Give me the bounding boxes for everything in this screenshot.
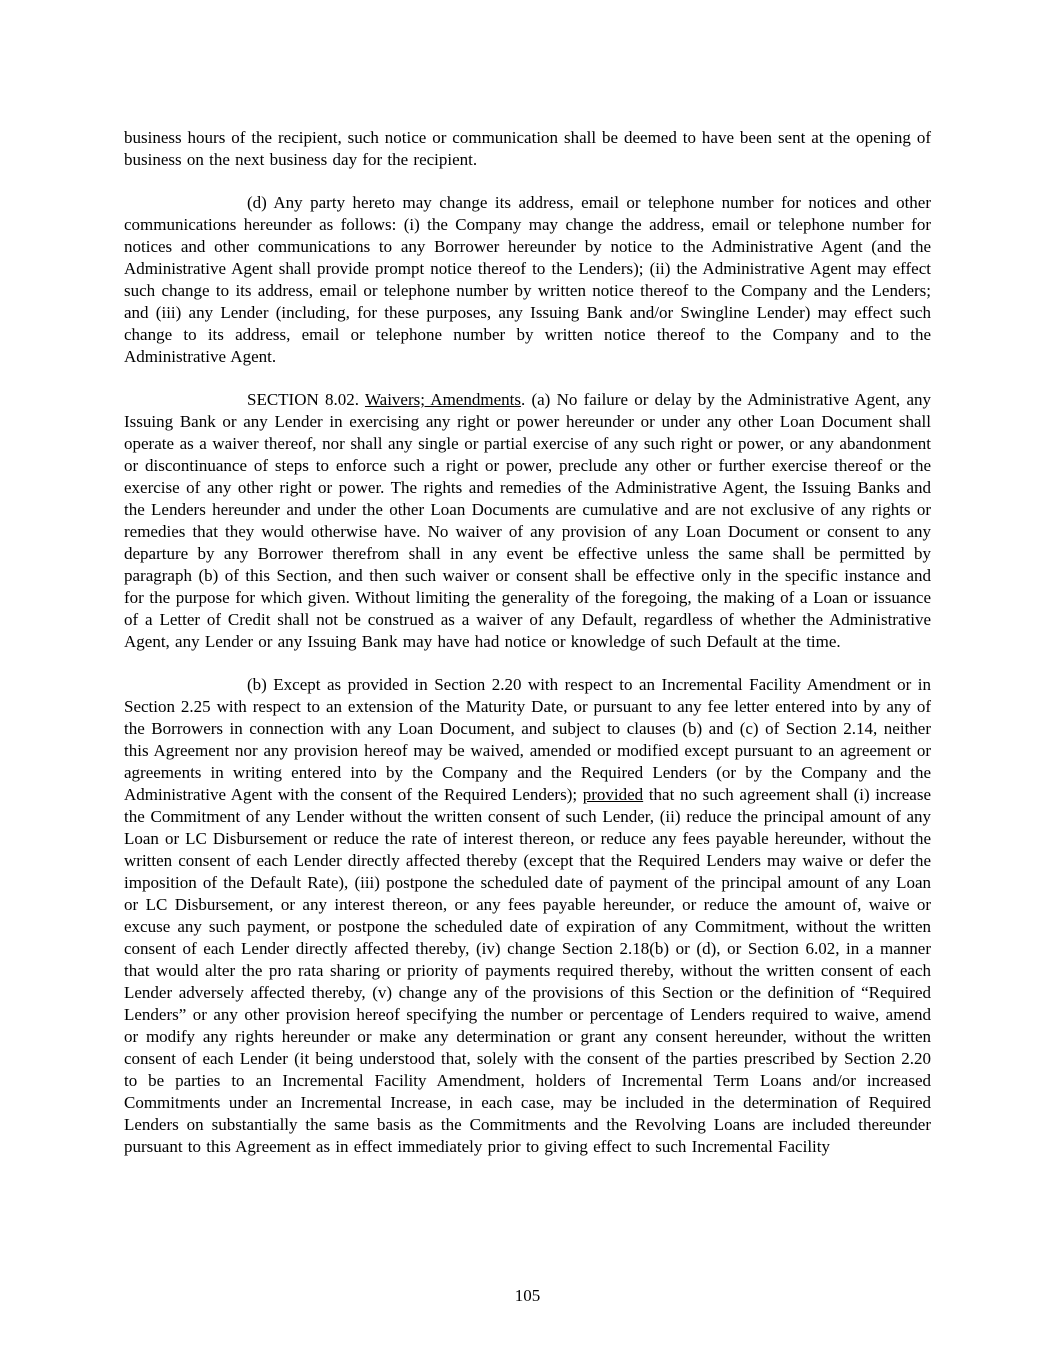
paragraph-text: (b) Except as provided in Section 2.20 with respect to an Incremental Facility Amendment or in Section 2.25 with respect to an extension of the Maturity Date, or pursuant to any fee letter entered into by any of the Borrowers in connection with any Loan Document, and subject to clauses (b) and (c) of Section 2.14, neither this Agreement nor any provision hereof may be waived, amended or modified except pursuant to an agreement or agreements in writing entered into by the Company and the Required Lenders (or by the Company and the Administrative Agent with the consent of the Required Lenders); (124, 675, 931, 804)
paragraph-clause-d (124, 192, 931, 368)
proviso-underlined: provided (582, 785, 644, 804)
paragraph-section-8-02 (124, 389, 931, 653)
section-heading-prefix: SECTION 8.02. (247, 390, 365, 409)
document-body (124, 127, 931, 1179)
paragraph-text: (d) Any party hereto may change its address, email or telephone number for notices and other communications hereunder as follows: (i) the Company may change the address, email or telephone number for notices and other communications to any Borrower hereunder by notice to the Administrative Agent (and the Administrative Agent shall provide prompt notice thereof to the Lenders); (ii) the Administrative Agent may effect such change to its address, email or telephone number by written notice thereof to the Company and the Lenders; and (iii) any Lender (including, for these purposes, any Issuing Bank and/or Swingline Lender) may effect such change to its address, email or telephone number by written notice thereof to the Company and to the Administrative Agent. (124, 193, 931, 366)
page-number: 105 (514, 1286, 541, 1305)
paragraph-clause-b (124, 674, 931, 1158)
paragraph-text: that no such agreement shall (i) increase the Commitment of any Lender without the written consent of such Lender, (ii) reduce the principal amount of any Loan or LC Disbursement or reduce the rate of interest thereon, or reduce any fees payable hereunder, without the written consent of each Lender directly affected thereby (except that the Required Lenders may waive or defer the imposition of the Default Rate), (iii) postpone the scheduled date of payment of the principal amount of any Loan or LC Disbursement, or any interest thereon, or any fees payable hereunder, or reduce the amount of, waive or excuse any such payment, or postpone the scheduled date of expiration of any Commitment, without the written consent of each Lender directly affected thereby, (iv) change Section 2.18(b) or (d), or Section 6.02, in a manner that would alter the pro rata sharing or priority of payments required thereby, without the written consent of each Lender adversely affected thereby, (v) change any of the provisions of this Section or the definition of “Required Lenders” or any other provision hereof specifying the number or percentage of Lenders required to waive, amend or modify any rights hereunder or make any determination or grant any consent hereunder, without the written consent of each Lender (it being understood that, solely with the consent of the parties prescribed by Section 2.20 to be parties to an Incremental Facility Amendment, holders of Incremental Term Loans and/or increased Commitments under an Incremental Increase, in each case, may be included in the determination of Required Lenders on substantially the same basis as the Commitments and the Revolving Loans are included thereunder pursuant to this Agreement as in effect immediately prior to giving effect to such Incremental Facility (124, 785, 931, 1156)
paragraph-continuation (124, 127, 931, 171)
section-heading-underlined: Waivers; Amendments (364, 390, 521, 409)
paragraph-text: business hours of the recipient, such notice or communication shall be deemed to have been sent at the opening of business on the next business day for the recipient. (124, 128, 931, 169)
paragraph-text: . (a) No failure or delay by the Administrative Agent, any Issuing Bank or any Lender in exercising any right or power hereunder or under any other Loan Document shall operate as a waiver thereof, nor shall any single or partial exercise of any such right or power, or any abandonment or discontinuance of steps to enforce such a right or power, preclude any other or further exercise thereof or the exercise of any other right or power. The rights and remedies of the Administrative Agent, the Issuing Banks and the Lenders hereunder and under the other Loan Documents are cumulative and are not exclusive of any rights or remedies that they would otherwise have. No waiver of any provision of any Loan Document or consent to any departure by any Borrower therefrom shall in any event be effective unless the same shall be permitted by paragraph (b) of this Section, and then such waiver or consent shall be effective only in the specific instance and for the purpose for which given. Without limiting the generality of the foregoing, the making of a Loan or issuance of a Letter of Credit shall not be construed as a waiver of any Default, regardless of whether the Administrative Agent, any Lender or any Issuing Bank may have had notice or knowledge of such Default at the time. (124, 390, 931, 651)
